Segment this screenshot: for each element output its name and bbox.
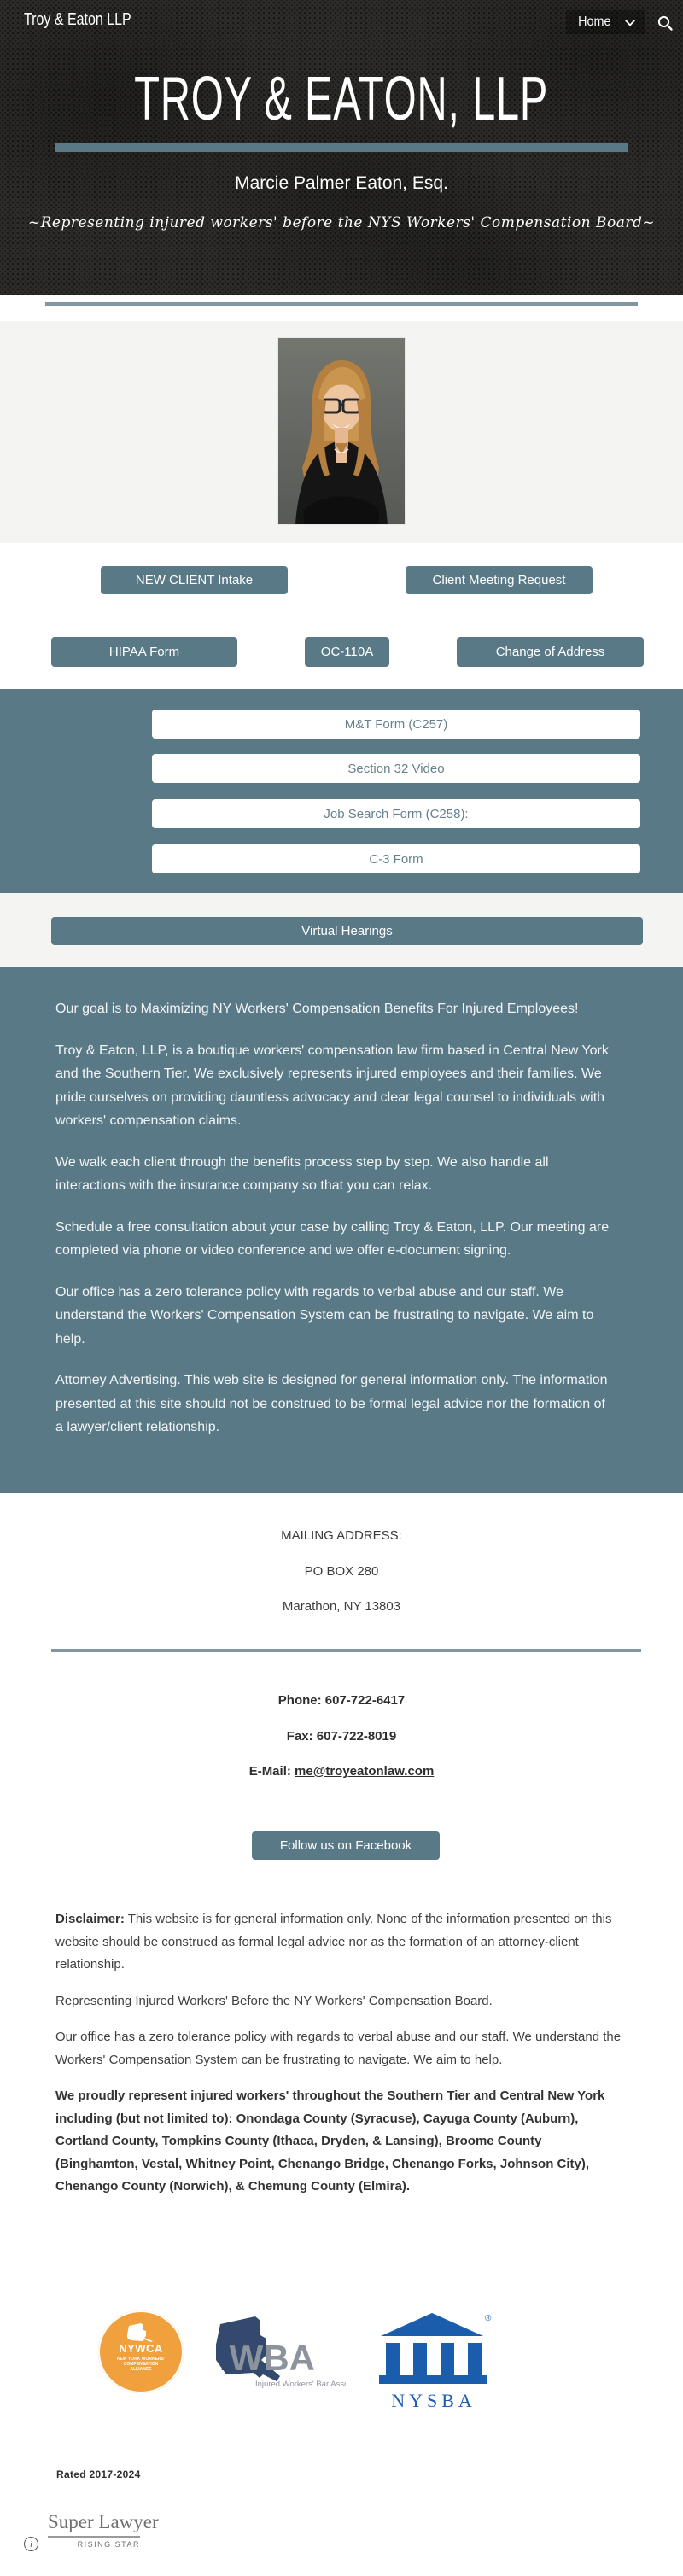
intake-buttons-section (0, 543, 683, 689)
attorney-name: Marcie Palmer Eaton, Esq. (235, 173, 448, 193)
section-divider (51, 1649, 641, 1652)
nywca-logo (98, 2310, 184, 2393)
job-search-form-button[interactable]: Job Search Form (C258): (152, 799, 640, 828)
mailing-address-heading: MAILING ADDRESS: (281, 1528, 402, 1543)
facebook-button[interactable]: Follow us on Facebook (252, 1831, 440, 1860)
super-lawyer-title: Super Lawyer (48, 2511, 159, 2532)
attorney-portrait-photo (278, 338, 405, 524)
about-paragraph: Attorney Advertising. This web site is designed for general information only. The information presented at this site should not be construed to be formal legal advice nor the formation of a lawyer/client relationship. (55, 1373, 608, 1434)
disclaimer-paragraph: Disclaimer: This website is for general information only. None of the information presented on this website should be construed as formal legal advice nor as the formation of an attorney-client relationship. (55, 1912, 612, 1971)
counties-paragraph: We proudly represent injured workers' throughout the Southern Tier and Central New York including (but not limited to): Onondaga County (Syracuse), Cayuga County (Auburn), Cortland County, Tompkins County (Ithaca, Dryden, & Lansing), Broome County (Binghamton, Vestal, Whitney Point, Chenango Bridge, Chenango Forks, Johnson City), Chenango County (Norwich), & Chemung County (Elmira). (55, 2088, 605, 2193)
about-paragraph: Schedule a free consultation about your case by calling Troy & Eaton, LLP. Our meeting are completed via phone or video conference and we offer e-document signing. (55, 1219, 610, 1258)
section-divider (45, 302, 638, 306)
footer-section (0, 2245, 683, 2576)
iwba-logo (202, 2307, 346, 2392)
contact-section (0, 1493, 683, 1878)
iwba-caption: Injured Workers' Bar Assoc (255, 2380, 346, 2389)
virtual-hearings-button[interactable]: Virtual Hearings (51, 917, 643, 945)
header-divider-gap (0, 302, 683, 321)
tagline: ~Representing injured workers' before the NYS Workers' Compensation Board~ (27, 214, 656, 231)
super-lawyers-badge[interactable] (24, 2511, 159, 2550)
nysba-acronym: NYSBA (391, 2390, 476, 2411)
photo-section (0, 321, 683, 543)
rated-years: Rated 2017-2024 (56, 2468, 141, 2480)
c3-form-button[interactable]: C-3 Form (152, 844, 640, 873)
svg-text:IWBA (219, 2338, 315, 2378)
search-icon[interactable] (654, 12, 676, 34)
disclaimer-paragraph: Our office has a zero tolerance policy with regards to verbal abuse and our staff. We understand the Workers' Compensation System can be frustrating to navigate. We aim to help. (55, 2030, 622, 2067)
site-title[interactable]: Troy & Eaton LLP (24, 10, 131, 29)
change-of-address-button[interactable]: Change of Address (457, 637, 644, 667)
virtual-hearings-section (0, 893, 683, 967)
ny-state-icon (122, 2320, 160, 2342)
email-line (0, 1764, 683, 1779)
fax-line: Fax: 607-722-8019 (286, 1729, 397, 1744)
nywca-caption: NEW YORK WORKERS' COMPENSATION ALLIANCE (116, 2357, 166, 2372)
disclaimer-section (0, 1878, 683, 2245)
phone-line: Phone: 607-722-6417 (277, 1693, 406, 1708)
city-line: Marathon, NY 13803 (282, 1599, 401, 1614)
title-underline-bar (55, 143, 628, 152)
about-paragraph: Troy & Eaton, LLP, is a boutique workers' compensation law firm based in Central New York and the Southern Tier. We exclusively represents injured employees and their families. We pride ourselves on providing dauntless advocacy and clear legal counsel to individuals with workers' compensation claims. (55, 1043, 609, 1128)
section-32-video-button[interactable]: Section 32 Video (152, 754, 640, 783)
forms-section (0, 689, 683, 893)
po-box-line: PO BOX 280 (304, 1564, 379, 1579)
client-meeting-request-button[interactable]: Client Meeting Request (406, 566, 593, 594)
about-paragraph: We walk each client through the benefits process step by step. We also handle all interactions with the insurance company so that you can relax. (55, 1154, 549, 1193)
about-section (0, 967, 683, 1493)
page-header (0, 0, 683, 295)
hipaa-form-button[interactable]: HIPAA Form (51, 637, 237, 667)
rising-star-subtitle: RISING STAR (77, 2540, 140, 2549)
nav-home-label: Home (578, 15, 611, 29)
disclaimer-lead: Disclaimer: (55, 1912, 125, 1926)
registered-mark: ® (485, 2314, 492, 2323)
badge-divider (48, 2536, 140, 2538)
nywca-acronym: NYWCA (119, 2342, 163, 2355)
about-paragraph: Our office has a zero tolerance policy with regards to verbal abuse and our staff. We understand the Workers' Compensation System can be frustrating to navigate. We aim to help. (55, 1284, 594, 1346)
courthouse-icon (374, 2310, 493, 2384)
chevron-down-icon (625, 15, 635, 31)
new-client-intake-button[interactable]: NEW CLIENT Intake (101, 566, 288, 594)
iwba-acronym-lead: I (219, 2338, 230, 2378)
iwba-acronym-rest: WBA (229, 2338, 315, 2378)
disclaimer-paragraph: Representing Injured Workers' Before the NY Workers' Compensation Board. (55, 1993, 493, 2008)
email-label: E-Mail: (248, 1764, 295, 1779)
nysba-logo (374, 2310, 493, 2411)
email-link[interactable]: me@troyeatonlaw.com (295, 1764, 435, 1779)
about-paragraph: Our goal is to Maximizing NY Workers' Compensation Benefits For Injured Employees! (55, 1002, 579, 1016)
mt-form-button[interactable]: M&T Form (C257) (152, 710, 640, 739)
oc-110a-button[interactable]: OC-110A (305, 637, 389, 667)
page-title: TROY & EATON, LLP (134, 65, 549, 133)
info-icon[interactable]: i (24, 2537, 38, 2551)
nav-home[interactable] (566, 10, 645, 34)
